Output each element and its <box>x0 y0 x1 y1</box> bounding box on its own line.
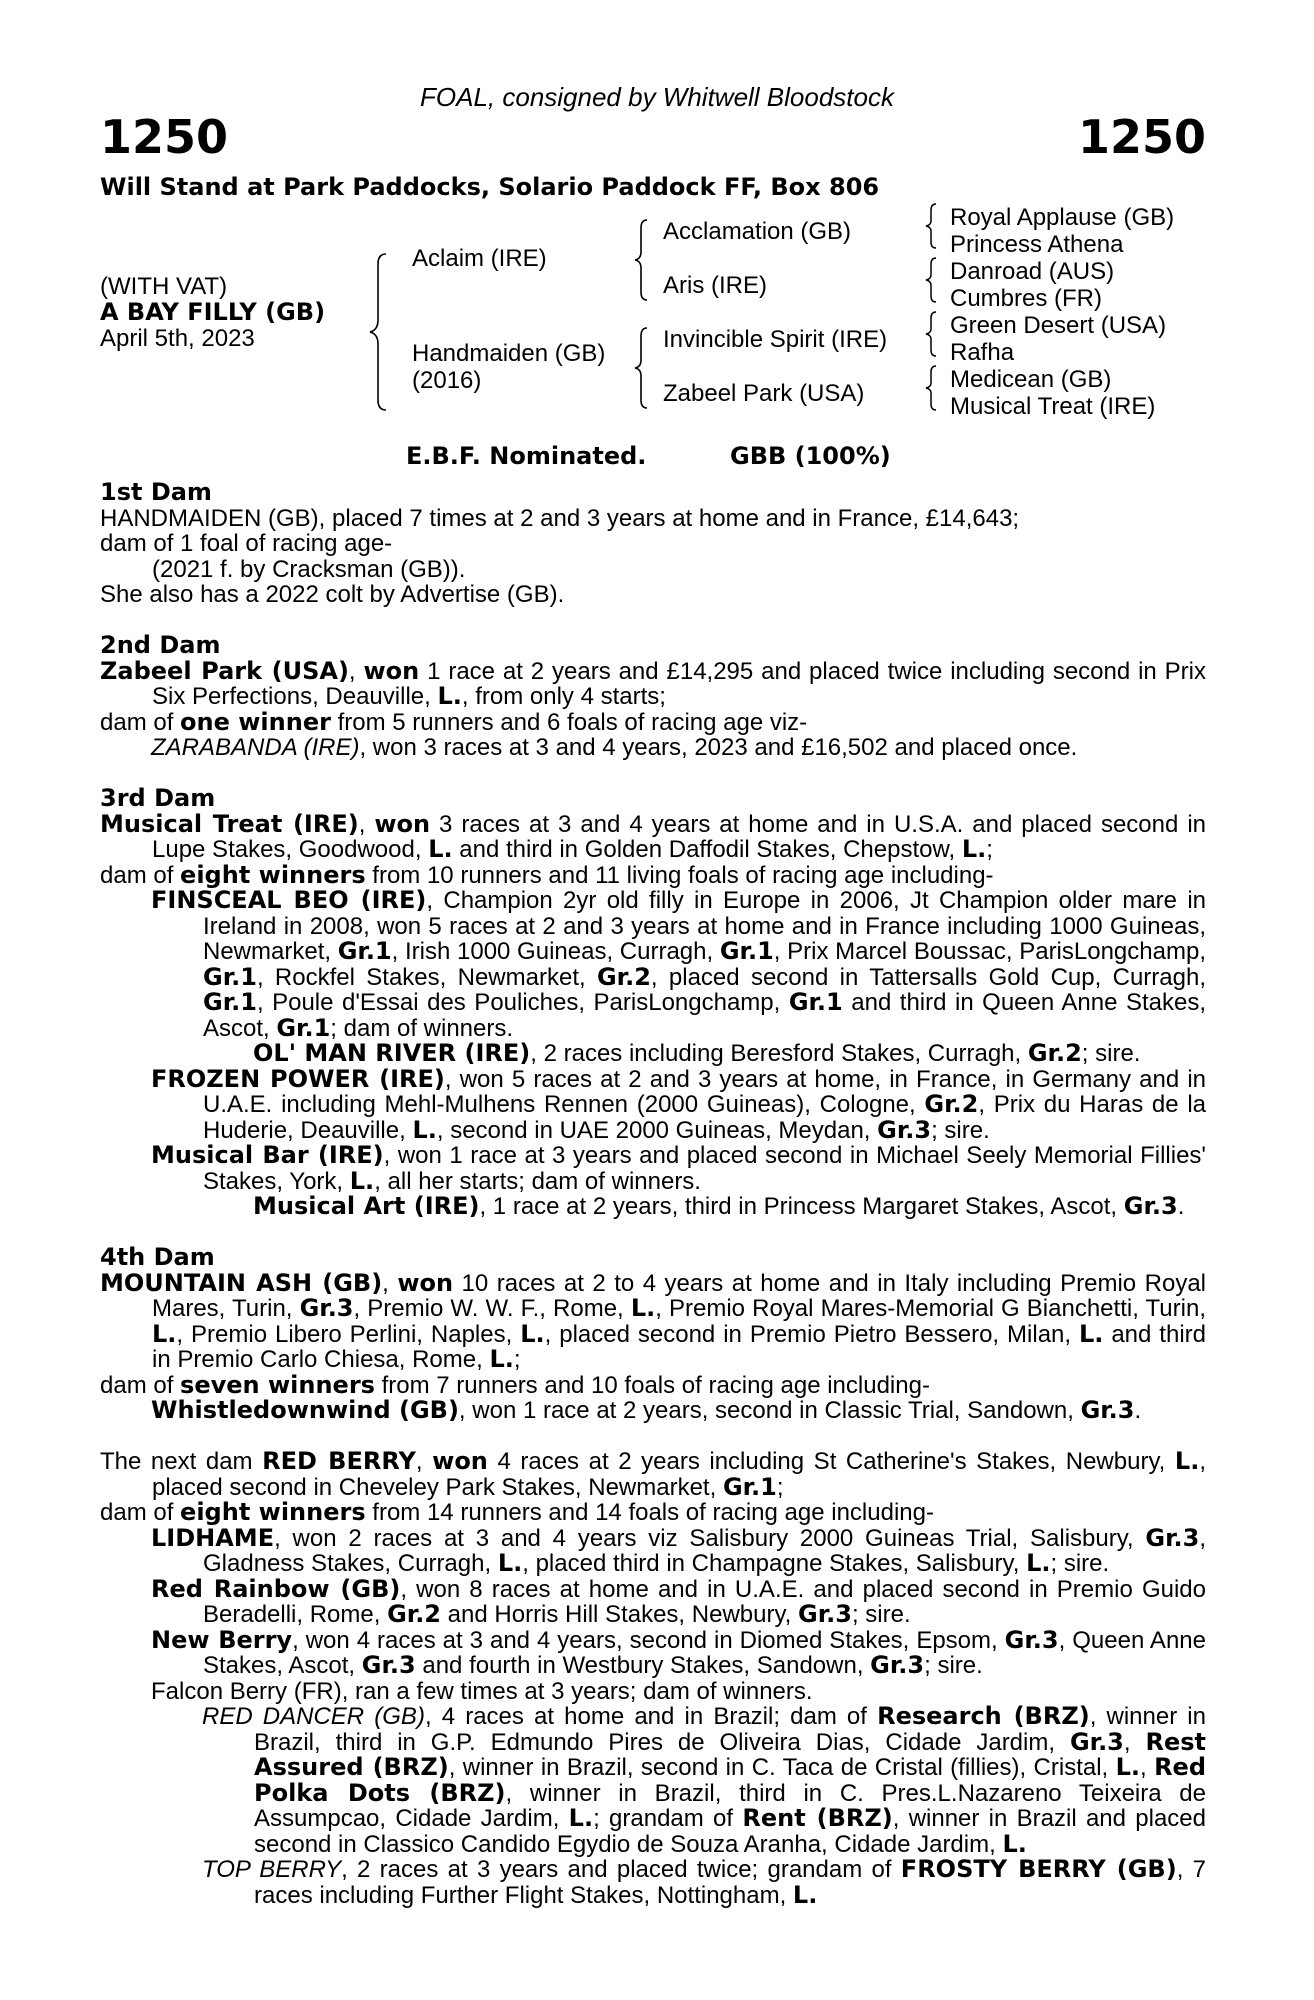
pedigree-sire: Aclaim (IRE) <box>412 245 547 272</box>
pedigree-g4: Cumbres (FR) <box>950 285 1103 312</box>
pedigree-brace-g4 <box>924 364 940 412</box>
vat-note: (WITH VAT) <box>100 273 228 300</box>
pedigree-dam-year: (2016) <box>412 367 482 394</box>
lot-number-left: 1250 <box>100 110 229 164</box>
stand-location: Will Stand at Park Paddocks, Solario Paddock FF, Box 806 <box>100 173 880 201</box>
dam5-record: The next dam RED BERRY, won 4 races at 2 years including St Catherine's Stakes, Newbury, L., placed second in Cheveley Park Stakes, Newmarket, Gr.1; <box>100 1447 1206 1501</box>
pedigree-brace-sire <box>633 218 651 302</box>
dam5-produce-red-dancer: RED DANCER (GB), 4 races at home and in Brazil; dam of Research (BRZ), winner in Brazil, third in G.P. Edmundo Pires de Oliveira Dias, Cidade Jardim, Gr.3, Rest Assured (BRZ), winner in Brazil, second in C. Taca de Cristal (fillies), Cristal, L., Red Polka Dots (BRZ), winner in Brazil, third in C. Pres.L.Nazareno Teixeira de Assumpcao, Cidade Jardim, L.; grandam of Rent (BRZ), winner in Brazil and placed second in Classico Candido Egydio de Souza Aranha, Cidade Jardim, L. <box>202 1702 1206 1858</box>
dam2-produce-1: ZARABANDA (IRE), won 3 races at 3 and 4 years, 2023 and £16,502 and placed once. <box>151 734 1078 761</box>
dam4-record: MOUNTAIN ASH (GB), won 10 races at 2 to 4 years at home and in Italy including Premio Royal Mares, Turin, Gr.3, Premio W. W. F., Rome, L., Premio Royal Mares-Memorial G Bianchetti, Turin, L., Premio Libero Perlini, Naples, L., placed second in Premio Pietro Bessero, Milan, L. and third in Premio Carlo Chiesa, Rome, L.; <box>100 1268 1206 1373</box>
dam1-heading: 1st Dam <box>100 478 212 506</box>
catalogue-body <box>100 480 1206 1908</box>
dam5-produce-falcon: Falcon Berry (FR), ran a few times at 3 years; dam of winners. <box>151 1677 813 1705</box>
dam2-record: Zabeel Park (USA), won 1 race at 2 years and £14,295 and placed twice including second in Prix Six Perfections, Deauville, L., from only 4 starts; <box>100 656 1206 710</box>
pedigree-g6: Rafha <box>950 339 1015 366</box>
pedigree-brace-g2 <box>924 256 940 304</box>
dam3-heading: 3rd Dam <box>100 784 216 812</box>
dam3-produce: dam of eight winners from 10 runners and 11 living foals of racing age including- <box>100 860 994 889</box>
dam4-produce: dam of seven winners from 7 runners and 10 foals of racing age including- <box>100 1370 930 1399</box>
dam3-produce-musical-bar: Musical Bar (IRE), won 1 race at 3 years and placed second in Michael Seely Memorial Fillies' Stakes, York, L., all her starts; dam of winners. <box>151 1141 1207 1195</box>
horse-name: A BAY FILLY (GB) <box>100 298 326 326</box>
ebf-nominated: E.B.F. Nominated. <box>406 442 647 470</box>
dam3-produce-olman: OL' MAN RIVER (IRE), 2 races including Beresford Stakes, Curragh, Gr.2; sire. <box>253 1039 1141 1067</box>
dam2-heading: 2nd Dam <box>100 631 221 659</box>
dam1-line2: dam of 1 foal of racing age- <box>100 530 393 557</box>
consignor-line: FOAL, consigned by Whitwell Bloodstock <box>420 82 894 112</box>
pedigree-g3: Danroad (AUS) <box>950 258 1115 285</box>
pedigree-dam: Handmaiden (GB) <box>412 340 606 367</box>
dam3-produce-musical-art: Musical Art (IRE), 1 race at 2 years, third in Princess Margaret Stakes, Ascot, Gr.3. <box>253 1192 1185 1220</box>
pedigree-g8: Musical Treat (IRE) <box>950 393 1156 420</box>
gbb-percentage: GBB (100%) <box>730 442 891 470</box>
dam2-produce: dam of one winner from 5 runners and 6 foals of racing age viz- <box>100 707 808 736</box>
dam5-produce-lidhame: LIDHAME, won 2 races at 3 and 4 years viz Salisbury 2000 Guineas Trial, Salisbury, Gr.3, Gladness Stakes, Curragh, L., placed third in Champagne Stakes, Salisbury, L.; sire. <box>151 1523 1206 1577</box>
pedigree-brace-dam <box>633 326 651 410</box>
dam4-heading: 4th Dam <box>100 1243 215 1271</box>
dam3-produce-finsceal: FINSCEAL BEO (IRE), Champion 2yr old filly in Europe in 2006, Jt Champion older mare in Ireland in 2008, won 5 races at 2 and 3 years at home and in France including 1000 Guineas, Newmarket, Gr.1, Irish 1000 Guineas, Curragh, Gr.1, Prix Marcel Boussac, ParisLongchamp, Gr.1, Rockfel Stakes, Newmarket, Gr.2, placed second in Tattersalls Gold Cup, Curragh, Gr.1, Poule d'Essai des Pouliches, ParisLongchamp, Gr.1 and third in Queen Anne Stakes, Ascot, Gr.1; dam of winners. <box>151 886 1206 1042</box>
lot-number-right: 1250 <box>1077 110 1206 164</box>
pedigree-dam-sire: Invincible Spirit (IRE) <box>663 326 888 353</box>
dam4-produce-whistle: Whistledownwind (GB), won 1 race at 2 years, second in Classic Trial, Sandown, Gr.3. <box>151 1396 1142 1424</box>
dam1-line4: She also has a 2022 colt by Advertise (GB). <box>100 581 565 608</box>
pedigree-sire-sire: Acclamation (GB) <box>663 218 852 245</box>
dam5-produce-red-rainbow: Red Rainbow (GB), won 8 races at home and in U.A.E. and placed second in Premio Guido Beradelli, Rome, Gr.2 and Horris Hill Stakes, Newbury, Gr.3; sire. <box>151 1574 1206 1628</box>
dam3-record: Musical Treat (IRE), won 3 races at 3 and 4 years at home and in U.S.A. and placed second in Lupe Stakes, Goodwood, L. and third in Golden Daffodil Stakes, Chepstow, L.; <box>100 809 1206 863</box>
dam5-produce: dam of eight winners from 14 runners and 14 foals of racing age including- <box>100 1498 934 1526</box>
dam3-produce-frozen: FROZEN POWER (IRE), won 5 races at 2 and 3 years at home, in France, in Germany and in U.A.E. including Mehl-Mulhens Rennen (2000 Guineas), Cologne, Gr.2, Prix du Haras de la Huderie, Deauville, L., second in UAE 2000 Guineas, Meydan, Gr.3; sire. <box>151 1064 1207 1144</box>
pedigree-dam-dam: Zabeel Park (USA) <box>663 380 865 407</box>
pedigree-brace-main <box>368 252 392 412</box>
dam5-produce-new-berry: New Berry, won 4 races at 3 and 4 years, second in Diomed Stakes, Epsom, Gr.3, Queen Anne Stakes, Ascot, Gr.3 and fourth in Westbury Stakes, Sandown, Gr.3; sire. <box>151 1625 1206 1679</box>
pedigree-brace-g1 <box>924 202 940 250</box>
pedigree-g5: Green Desert (USA) <box>950 312 1167 339</box>
dam5-produce-top-berry: TOP BERRY, 2 races at 3 years and placed twice; grandam of FROSTY BERRY (GB), 7 races including Further Flight Stakes, Nottingham, L. <box>202 1855 1207 1909</box>
pedigree-g2: Princess Athena <box>950 231 1124 258</box>
horse-dob: April 5th, 2023 <box>100 325 255 352</box>
dam1-line3: (2021 f. by Cracksman (GB)). <box>152 555 466 583</box>
pedigree-sire-dam: Aris (IRE) <box>663 272 767 299</box>
pedigree-g1: Royal Applause (GB) <box>950 204 1175 231</box>
pedigree-g7: Medicean (GB) <box>950 366 1112 393</box>
pedigree-brace-g3 <box>924 310 940 358</box>
dam1-line1: HANDMAIDEN (GB), placed 7 times at 2 and 3 years at home and in France, £14,643; <box>100 504 1020 532</box>
